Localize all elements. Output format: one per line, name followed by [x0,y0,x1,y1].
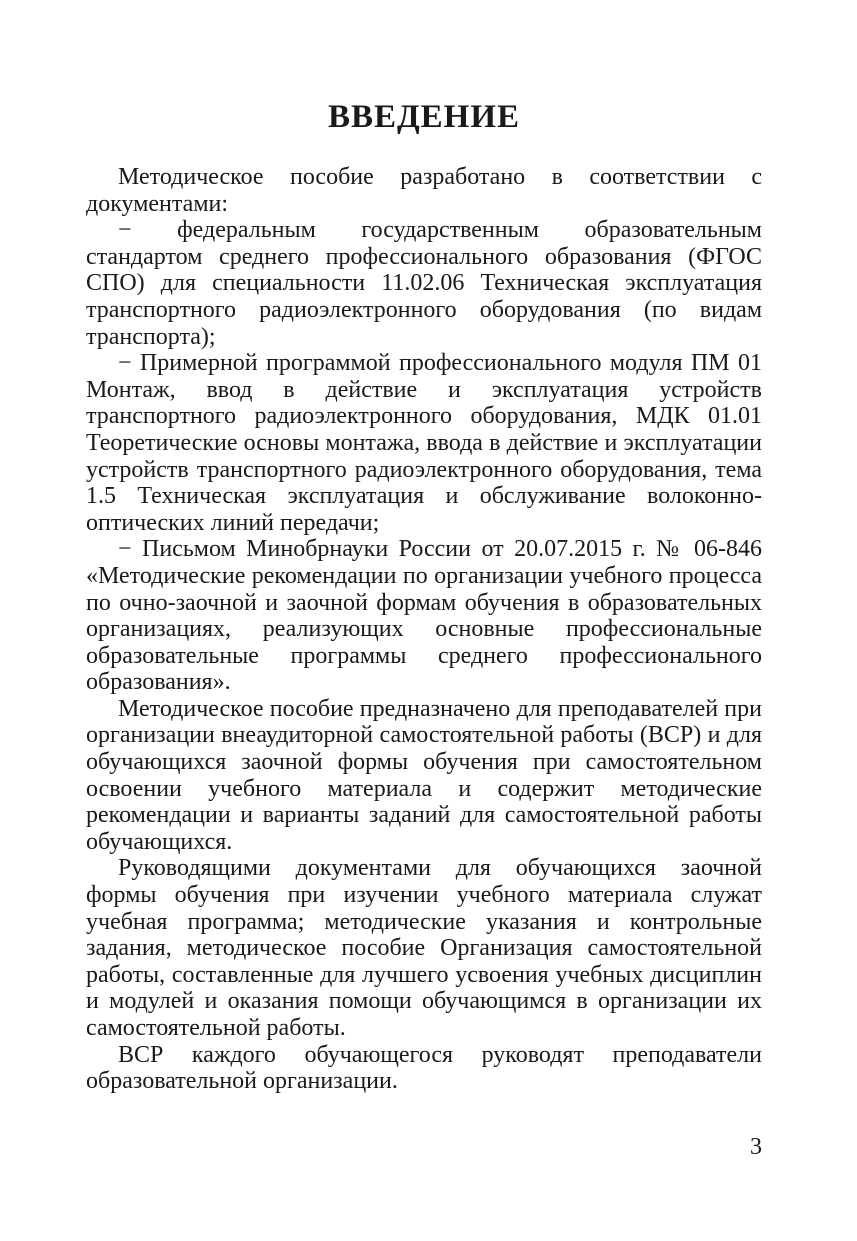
paragraph-purpose: Методическое пособие предназначено для преподавателей при организации внеаудиторной самостоятельной работы (ВСР) и для обучающихся заочной формы обучения при самостоятельном освоении учебного материала и содержит методические рекомендации и варианты заданий для самостоятельной работы обучающихся. [86,695,762,855]
paragraph-intro: Методическое пособие разработано в соответствии с документами: [86,164,762,217]
paragraph-supervision: ВСР каждого обучающегося руководят преподаватели образовательной организации. [86,1041,762,1095]
page-title: ВВЕДЕНИЕ [327,99,521,135]
page-number: 3 [750,1134,762,1160]
list-item-program: − Примерной программой профессионального модуля ПМ 01 Монтаж, ввод в действие и эксплуатация устройств транспортного радиоэлектронного оборудования, МДК 01.01 Теоретические основы монтажа, ввода в действие и эксплуатации устройств транспортного радиоэлектронного оборудования, тема 1.5 Техническая эксплуатация и обслуживание волоконно-оптических линий передачи; [86,350,762,536]
list-item-letter: − Письмом Минобрнауки России от 20.07.2015 г. № 06-846 «Методические рекомендации по организации учебного процесса по очно-заочной и заочной формам обучения в образовательных организациях, реализующих основные профессиональные образовательные программы среднего профессионального образования». [86,536,762,696]
paragraph-documents: Руководящими документами для обучающихся заочной формы обучения при изучении учебного материала служат учебная программа; методические указания и контрольные задания, методическое пособие Организация самостоятельной работы, составленные для лучшего усвоения учебных дисциплин и модулей и оказания помощи обучающимся в организации их самостоятельной работы. [86,855,762,1041]
list-item-fgos: − федеральным государственным образовательным стандартом среднего профессионального образования (ФГОС СПО) для специальности 11.02.06 Техническая эксплуатация транспортного радиоэлектронного оборудования (по видам транспорта); [86,217,762,350]
page-body [86,92,762,1095]
